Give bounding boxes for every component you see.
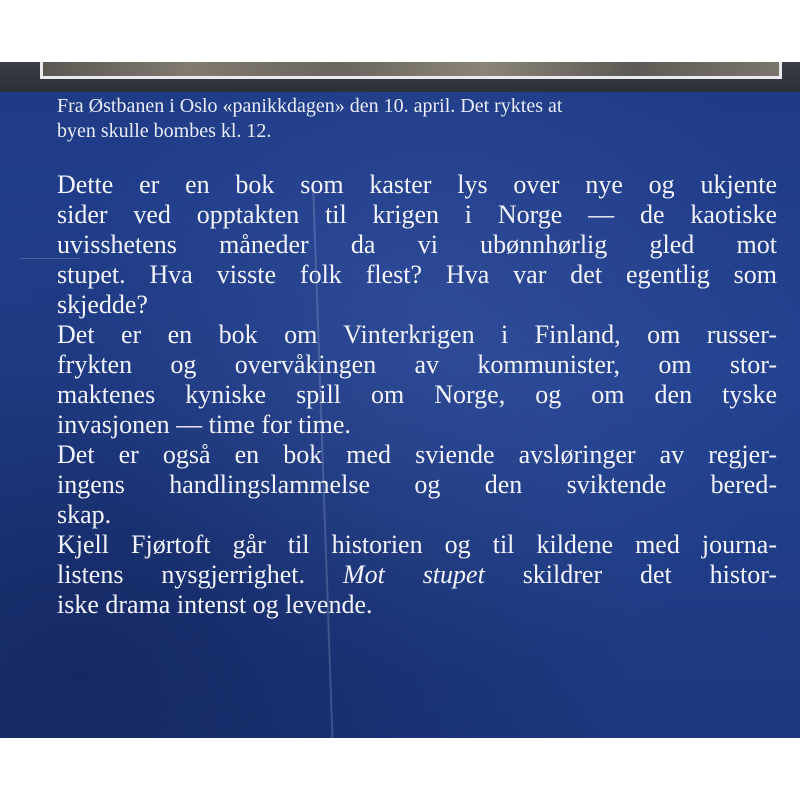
blurb-line: invasjonen — time for time. (57, 410, 351, 439)
blurb-text-segment: skildrer det histor- (522, 560, 778, 589)
blurb-line (57, 560, 777, 590)
blurb-line: iske drama intenst og levende. (57, 590, 373, 619)
blurb-line: Kjell Fjørtoft går til historien og til kildene med journa- (57, 530, 777, 559)
blurb-line: maktenes kyniske spill om Norge, og om den tyske (57, 380, 777, 409)
book-back-cover (0, 62, 800, 738)
caption-line: Fra Østbanen i Oslo «panikkdagen» den 10. april. Det ryktes at (57, 95, 563, 117)
blurb-line: skap. (57, 500, 112, 529)
blurb-line: frykten og overvåkingen av kommunister, om stor- (57, 350, 777, 379)
blurb-line: uvisshetens måneder da vi ubønnhørlig gled mot (57, 230, 777, 259)
cover-photo-image (40, 62, 782, 79)
book-title: Mot stupet (342, 560, 485, 589)
blurb-line: Dette er en bok som kaster lys over nye og ukjente (57, 170, 777, 199)
blurb-line: Det er en bok om Vinterkrigen i Finland, om russer- (57, 320, 777, 349)
blurb-line: stupet. Hva visste folk flest? Hva var det egentlig som (57, 260, 777, 289)
caption-line: byen skulle bombes kl. 12. (57, 120, 272, 142)
blurb-line: skjedde? (57, 290, 148, 319)
blurb-text-segment: listens nysgjerrighet. (57, 560, 306, 589)
blurb-paragraph (57, 170, 777, 320)
blurb-paragraph (57, 320, 777, 440)
blurb-line: Det er også en bok med sviende avsløringer av regjer- (57, 440, 777, 469)
blurb-line: ingens handlingslammelse og den sviktende bered- (57, 470, 777, 499)
photo-caption (57, 94, 787, 144)
blurb-paragraph (57, 530, 777, 620)
cover-photo-strip (0, 62, 800, 92)
blurb-paragraph (57, 440, 777, 530)
blurb-line: sider ved opptakten til krigen i Norge — de kaotiske (57, 200, 777, 229)
blurb-text (57, 170, 777, 620)
